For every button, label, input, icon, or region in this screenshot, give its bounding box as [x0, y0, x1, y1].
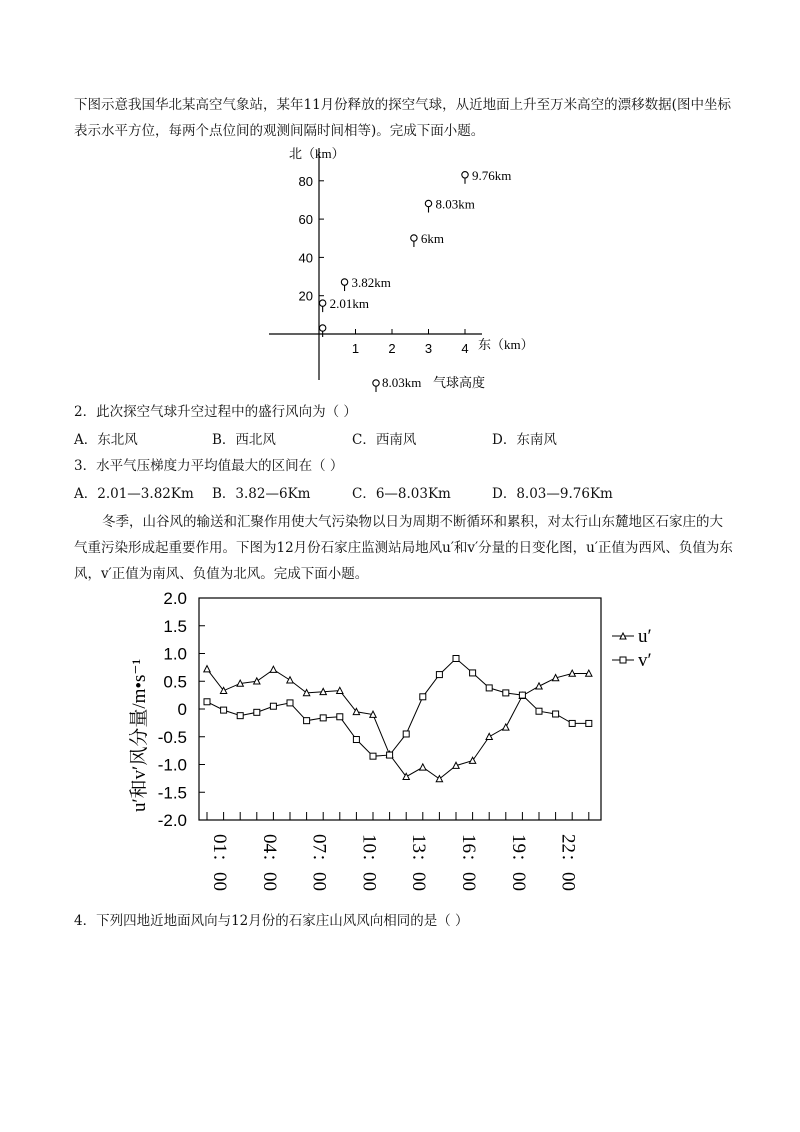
y-tick-label: -1.0: [157, 755, 187, 775]
v-point: [320, 715, 326, 721]
y-tick-label: 1.5: [163, 616, 187, 636]
question-3-options: [74, 482, 714, 504]
x-tick-label: 3: [424, 341, 433, 356]
balloon-ylabel: 北（km）: [289, 146, 345, 161]
balloon-legend-text: 气球高度: [433, 375, 486, 390]
legend-u-label: u′: [638, 626, 652, 647]
y-tick-label: 80: [298, 173, 313, 189]
wind-legend: [612, 626, 652, 671]
u-point: [204, 666, 210, 672]
intro-paragraph-2: 冬季，山谷风的输送和汇聚作用使大气污染物以日为周期不断循环和累积，对太行山东麓地区石家庄的大气重污染形成起重要作用。下图为12月份石家庄监测站局地风u′和v′分量的日变化图，u′正值为西风、负值为东风，v′正值为南风、负值为北风。完成下面小题。: [74, 514, 733, 582]
y-tick-label: 1.0: [163, 644, 187, 664]
v-point: [221, 707, 227, 713]
balloon-point: [319, 325, 325, 337]
balloon-point-label: 9.76km: [472, 167, 512, 183]
v-point: [353, 737, 359, 743]
balloon-point-label: 6km: [420, 230, 445, 246]
x-tick-label: 16：00: [458, 834, 479, 892]
v-point: [569, 720, 575, 726]
v-point: [536, 708, 542, 714]
legend-u-entry: [612, 626, 652, 647]
v-point: [503, 690, 509, 696]
question-2-options: [74, 428, 714, 450]
v-point: [436, 672, 442, 678]
balloon-drift-chart: [0, 138, 800, 398]
v-point: [420, 694, 426, 700]
x-tick-label: 01：00: [209, 834, 230, 892]
balloon-point: [462, 168, 512, 184]
balloon-marker-icon: [341, 279, 347, 285]
balloon-marker-icon: [425, 200, 431, 206]
x-tick-label: 19：00: [507, 834, 529, 892]
balloon-marker-icon: [319, 300, 325, 306]
question-4-stem: 4．下列四地近地面风向与12月份的石家庄山风风向相同的是（ ）: [74, 913, 469, 929]
v-point: [304, 718, 310, 724]
u-point: [287, 677, 293, 683]
x-tick-label: 1: [351, 341, 360, 356]
balloon-point: [319, 296, 369, 312]
u-point: [486, 733, 492, 739]
v-point: [403, 731, 409, 737]
x-tick-label: 4: [461, 341, 469, 356]
y-tick-label: 20: [298, 288, 313, 304]
balloon-marker-icon: [462, 172, 468, 178]
x-tick-label: 04：00: [258, 834, 280, 892]
balloon-xlabel: 东（km）: [478, 337, 534, 352]
series-line: [207, 658, 589, 756]
series-v: [204, 655, 592, 759]
balloon-legend-icon: [373, 380, 379, 392]
u-point: [420, 764, 426, 770]
wind-ylabel: u′和v′风分量/m•s⁻¹: [129, 658, 150, 812]
v-point: [254, 709, 260, 715]
q3-option-d[interactable]: D．8.03—9.76Km: [492, 486, 613, 502]
balloon-point-label: 8.03km: [435, 196, 475, 212]
balloon-legend: [373, 375, 485, 392]
series-u: [204, 666, 592, 782]
x-tick-label: 07：00: [308, 834, 330, 892]
balloon-point: [341, 275, 391, 291]
q2-option-a[interactable]: A．东北风: [74, 432, 138, 448]
balloon-legend-height: 8.03km: [382, 375, 422, 390]
series-line: [207, 669, 589, 779]
legend-v-label: v′: [638, 650, 652, 671]
square-marker-icon: [620, 657, 626, 663]
x-tick-label: 13：00: [408, 834, 430, 892]
v-point: [237, 713, 243, 719]
v-point: [553, 711, 559, 717]
q2-option-b[interactable]: B．西北风: [212, 432, 276, 448]
q2-option-c[interactable]: C．西南风: [352, 432, 417, 448]
legend-v-entry: [612, 650, 652, 671]
y-tick-label: 60: [298, 212, 313, 228]
q3-option-b[interactable]: B．3.82—6Km: [212, 486, 311, 502]
x-tick-label: 10：00: [358, 834, 380, 892]
v-point: [287, 700, 293, 706]
u-point: [436, 776, 442, 782]
v-point: [337, 714, 343, 720]
balloon-point-label: 3.82km: [351, 275, 391, 291]
question-2-stem: 2．此次探空气球升空过程中的盛行风向为（ ）: [74, 404, 357, 420]
balloon-point: [425, 197, 475, 213]
v-point: [470, 670, 476, 676]
y-tick-label: 40: [298, 250, 313, 266]
y-tick-label: 2.0: [163, 589, 187, 608]
q3-option-a[interactable]: A．2.01—3.82Km: [74, 486, 194, 502]
u-point: [536, 683, 542, 689]
v-point: [519, 692, 525, 698]
v-point: [387, 752, 393, 758]
wind-component-chart: [0, 586, 800, 906]
u-point: [270, 666, 276, 672]
balloon-point: [411, 231, 444, 247]
x-tick-label: 2: [388, 341, 396, 356]
balloon-point-label: 2.01km: [329, 296, 370, 312]
u-point: [503, 724, 509, 730]
intro-paragraph-1: 下图示意我国华北某高空气象站，某年11月份释放的探空气球，从近地面上升至万米高空的漂移数据(图中坐标表示水平方位，每两个点位间的观测间隔时间相等)。完成下面小题。: [74, 97, 731, 139]
q2-option-d[interactable]: D．东南风: [492, 432, 557, 448]
balloon-marker-icon: [319, 325, 325, 331]
v-point: [486, 685, 492, 691]
y-tick-label: -1.5: [157, 783, 187, 803]
v-point: [370, 753, 376, 759]
y-tick-label: 0.5: [163, 672, 187, 692]
v-point: [586, 720, 592, 726]
u-point: [254, 678, 260, 684]
v-point: [204, 699, 210, 705]
y-tick-label: 0: [177, 700, 187, 719]
x-tick-label: 22：00: [557, 834, 579, 892]
y-tick-label: -0.5: [157, 727, 187, 747]
question-3-stem: 3．水平气压梯度力平均值最大的区间在（ ）: [74, 458, 344, 474]
v-point: [453, 655, 459, 661]
q3-option-c[interactable]: C．6—8.03Km: [352, 486, 451, 502]
balloon-marker-icon: [411, 235, 417, 241]
v-point: [270, 703, 276, 709]
y-tick-label: -2.0: [157, 811, 187, 830]
